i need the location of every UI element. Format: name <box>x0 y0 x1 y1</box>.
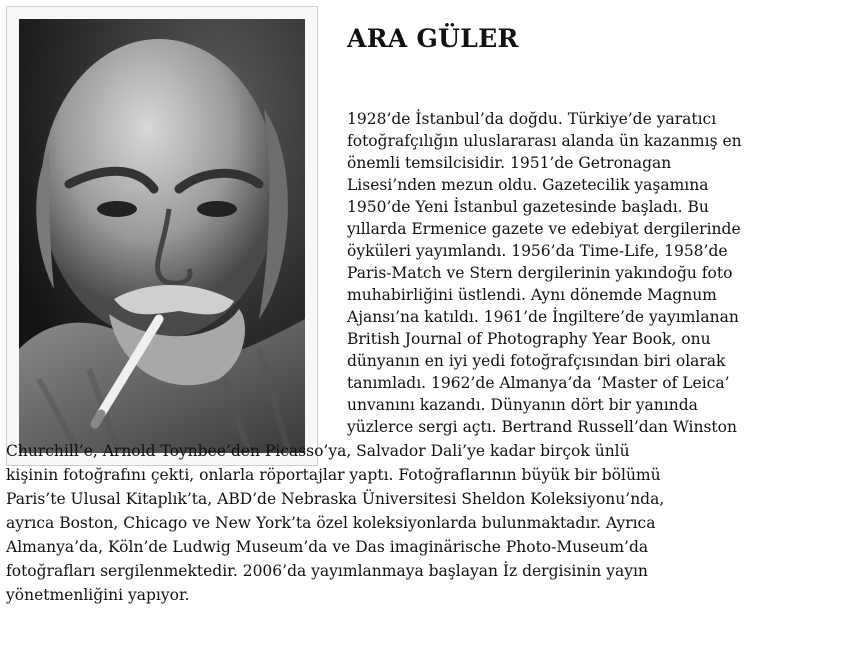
bio-line: 1928’de İstanbul’da doğdu. Türkiye’de yaratıcı <box>347 110 717 128</box>
bio-line: unvanını kazandı. Dünyanın dört bir yanında <box>347 396 698 414</box>
bio-line: 1950’de Yeni İstanbul gazetesinde başladı. Bu <box>347 198 709 216</box>
portrait-photo <box>19 19 305 453</box>
bio-line: öyküleri yayımlandı. 1956’da Time-Life, 1958’de <box>347 242 728 260</box>
bio-line: Lisesi’nden mezun oldu. Gazetecilik yaşamına <box>347 176 709 194</box>
bio-line: yıllarda Ermenice gazete ve edebiyat dergilerinde <box>347 220 741 238</box>
bio-line: yönetmenliğini yapıyor. <box>6 586 190 604</box>
bio-line: fotoğrafçılığın uluslararası alanda ün kazanmış en <box>347 132 742 150</box>
bio-line: Paris-Match ve Stern dergilerinin yakındoğu foto <box>347 264 733 282</box>
bio-line: muhabirliğini üstlendi. Aynı dönemde Magnum <box>347 286 717 304</box>
portrait-illustration <box>19 19 305 453</box>
page-title: ARA GÜLER <box>347 24 519 53</box>
bio-line: dünyanın en iyi yedi fotoğrafçısından biri olarak <box>347 352 726 370</box>
bio-line: ayrıca Boston, Chicago ve New York’ta özel koleksiyonlarda bulunmaktadır. Ayrıca <box>6 514 656 532</box>
bio-line: British Journal of Photography Year Book, onu <box>347 330 711 348</box>
bio-line: önemli temsilcisidir. 1951’de Getronagan <box>347 154 672 172</box>
bio-line: yüzlerce sergi açtı. Bertrand Russell’dan Winston <box>347 418 737 436</box>
portrait-frame <box>6 6 318 466</box>
bio-line: Ajansı’na katıldı. 1961’de İngiltere’de yayımlanan <box>347 308 739 326</box>
bio-line: Paris’te Ulusal Kitaplık’ta, ABD’de Nebraska Üniversitesi Sheldon Koleksiyonu’nda, <box>6 490 665 508</box>
bio-line: fotoğrafları sergilenmektedir. 2006’da yayımlanmaya başlayan İz dergisinin yayın <box>6 562 648 580</box>
bio-line: kişinin fotoğrafını çekti, onlarla röportajlar yaptı. Fotoğraflarının büyük bir bölümü <box>6 466 661 484</box>
bio-line: Almanya’da, Köln’de Ludwig Museum’da ve Das imaginärische Photo-Museum’da <box>6 538 649 556</box>
bio-line: tanımladı. 1962’de Almanya’da ‘Master of Leica’ <box>347 374 730 392</box>
bio-line: Churchill’e, Arnold Toynbee’den Picasso’ya, Salvador Dali’ye kadar birçok ünlü <box>6 442 630 460</box>
